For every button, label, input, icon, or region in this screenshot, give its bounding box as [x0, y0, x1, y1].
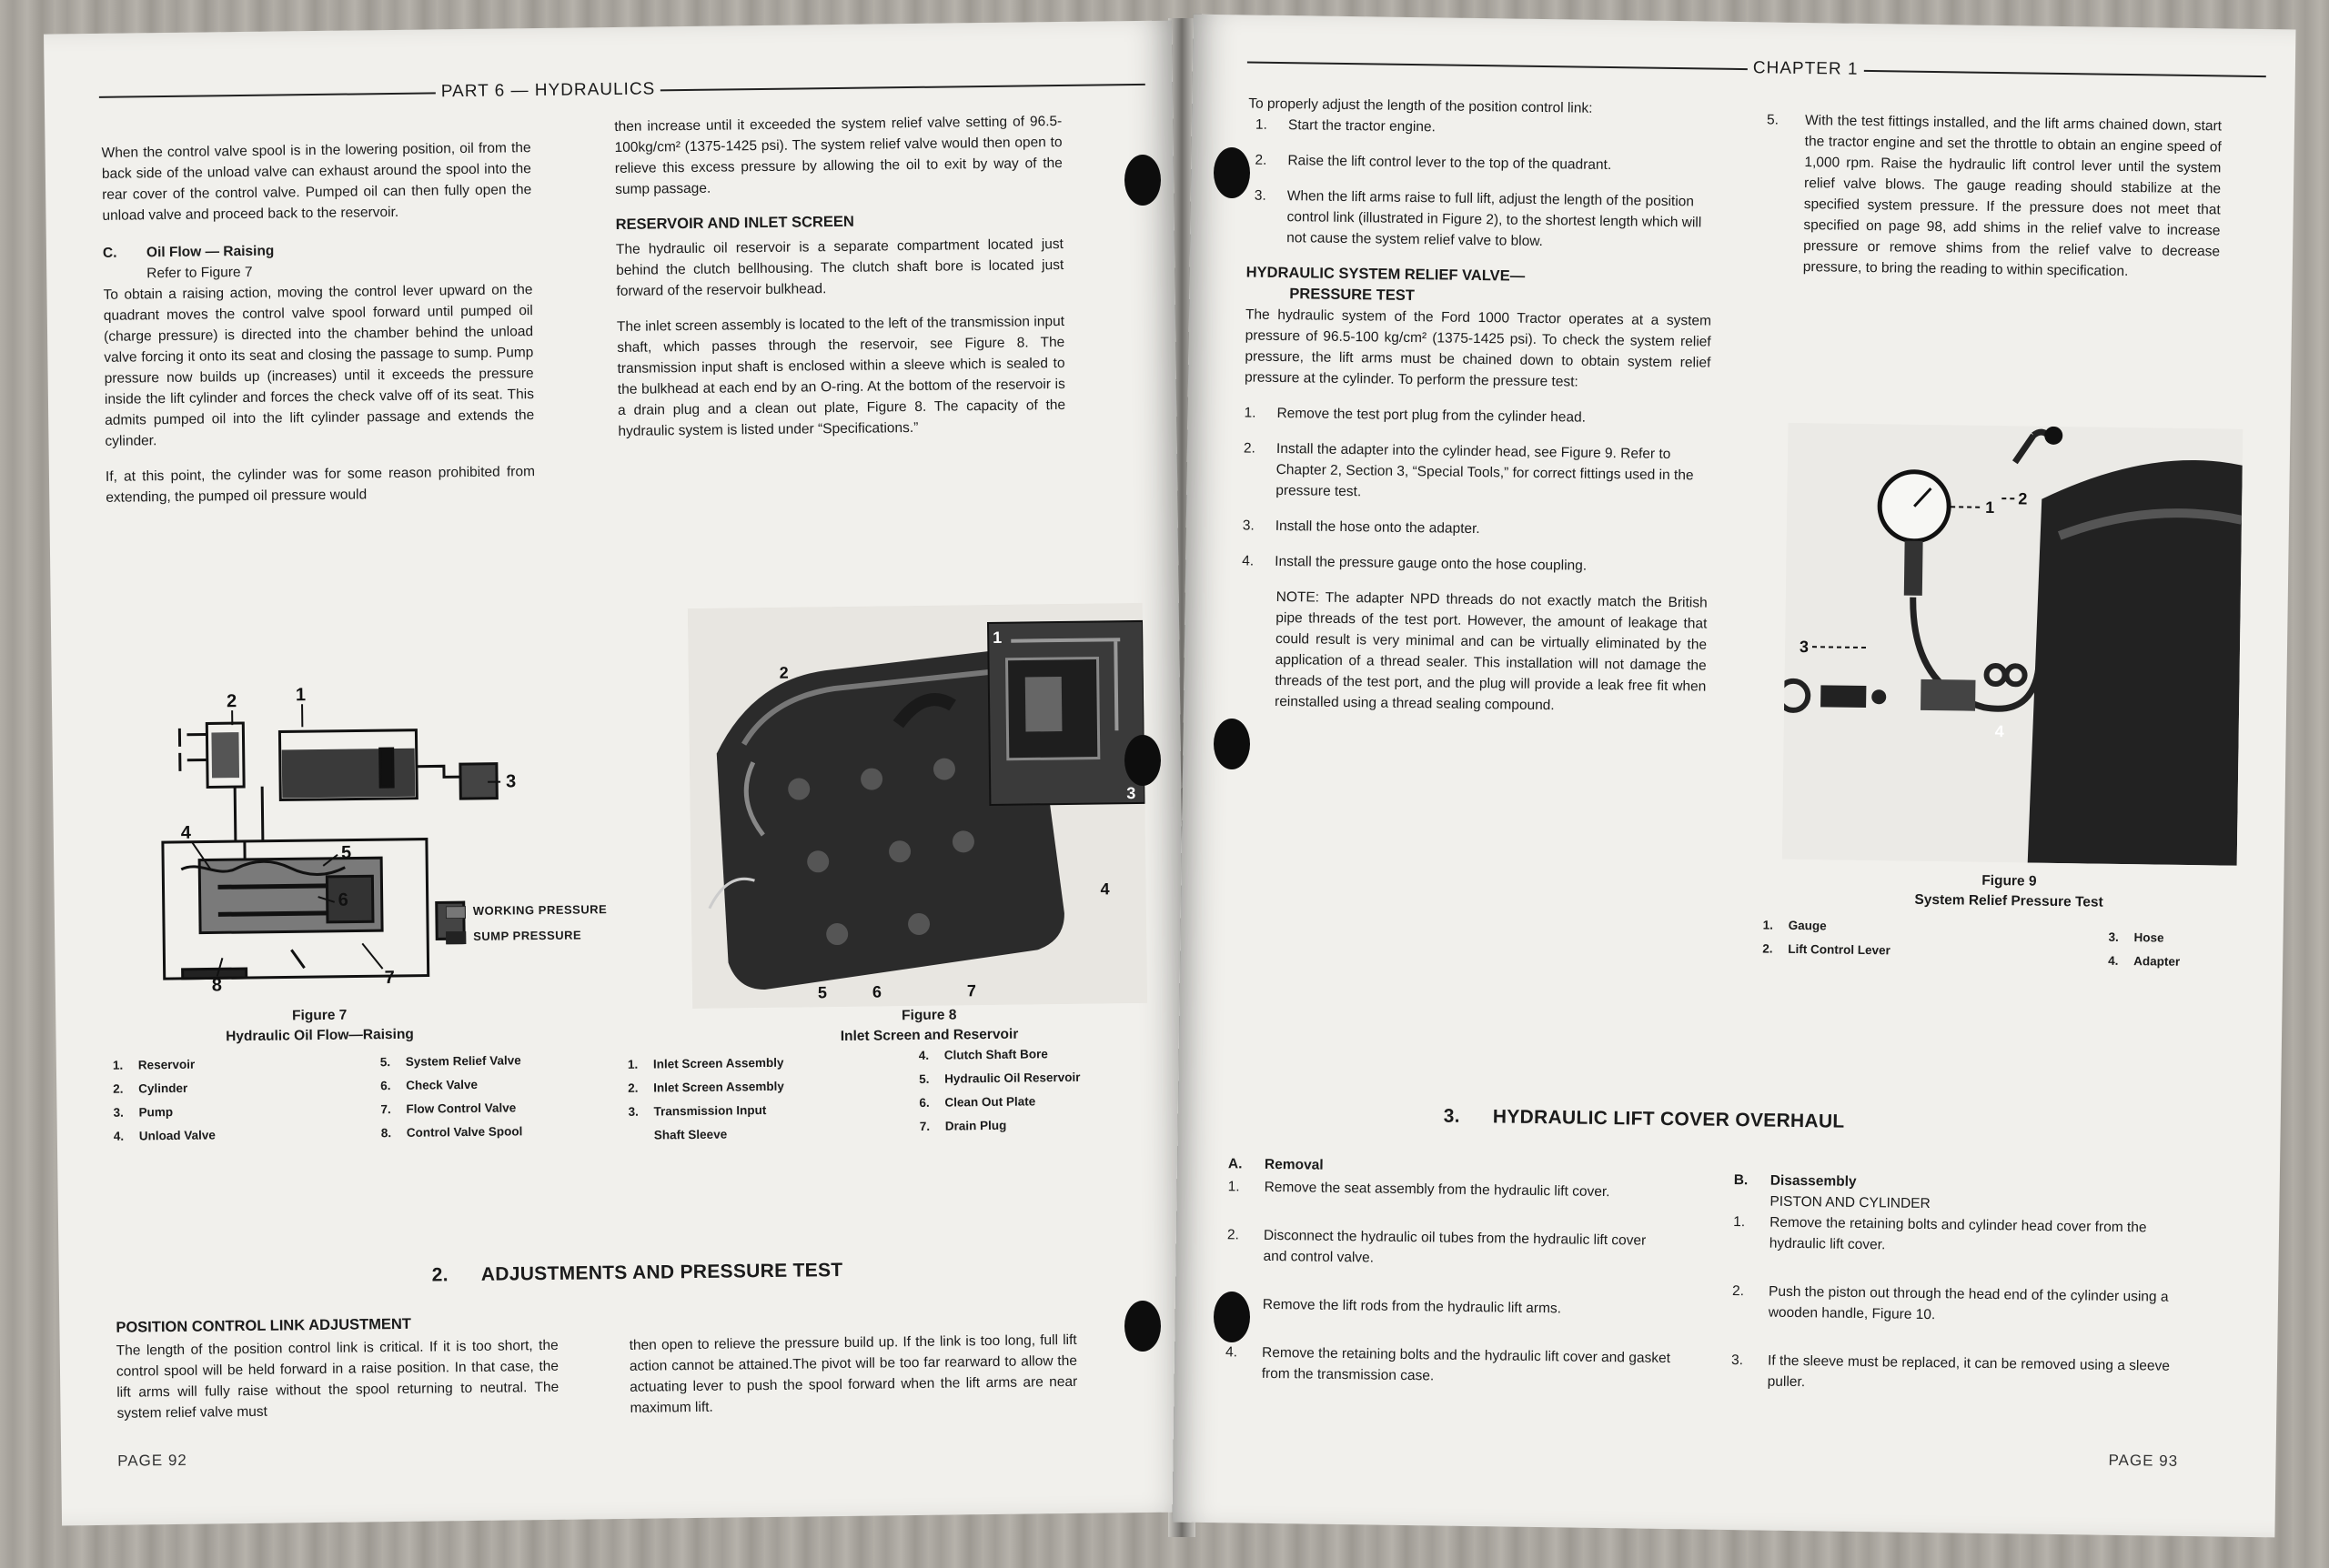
- paragraph: The hydraulic system of the Ford 1000 Tractor operates at a system pressure of 96.5-100 kg/cm² (1375-1425 psi). To check the system relief pressure, the lift arms must be chained down to obtain system relief pressure at the cylinder. To perform the pressure test:: [1244, 307, 1712, 390]
- fig9-callout-3: 3: [1799, 637, 1810, 657]
- left-column-1: [101, 137, 535, 523]
- fig7-callout-5: 5: [340, 842, 352, 863]
- intro-line: To properly adjust the length of the position control link:: [1248, 95, 1593, 116]
- fig9-callout-2: 2: [2018, 489, 2028, 508]
- figure-8-legend-a: 1. Inlet Screen Assembly 2. Inlet Screen Assembly 3. Transmission Input Shaft Sleeve: [627, 1055, 784, 1142]
- fig7-callout-7: 7: [384, 968, 395, 989]
- caption-title: Figure 7: [291, 1007, 348, 1024]
- left-page: [44, 20, 1190, 1525]
- paragraph: When the control valve spool is in the lowering position, oil from the back side of the unload valve can exhaust around the spool into the rear cover of the control valve. Pumped oil can then fully open the unload valve and proceed back to the reservoir.: [101, 140, 532, 224]
- caption-subtitle: Hydraulic Oil Flow—Raising: [226, 1026, 414, 1045]
- fig9-callout-1: 1: [1985, 498, 1995, 517]
- step-text: With the test fittings installed, and the lift arms chained down, start the tractor engine and set the throttle to obtain an engine speed of 1,000 rpm. Raise the hydraulic lift control lever until the system relief valve blows. The gauge reading should stabilize at the specified system pressure. If the pressure does not meet that specified on page 98, add shims in the relief valve to increase pressure or remove shims from the relief valve to decrease pressure, to bring the reading to within specification.: [1802, 113, 2223, 279]
- figure-7-key: [446, 897, 608, 950]
- figure-8-photo: [688, 603, 1147, 1009]
- key-swatch-working: [446, 906, 466, 919]
- punch-hole: [1124, 1301, 1161, 1352]
- fig8-callout-5: 5: [817, 983, 828, 1002]
- removal-steps: [1225, 1176, 1674, 1390]
- step-item: 1. Start the tractor engine.: [1255, 116, 1437, 136]
- step-item: 2. Raise the lift control lever to the top of the quadrant.: [1255, 152, 1612, 174]
- running-head-text: CHAPTER 1: [1748, 58, 1864, 80]
- step-item: 3. Install the hose onto the adapter.: [1242, 518, 1480, 538]
- paragraph: The inlet screen assembly is located to the left of the transmission input shaft, which passes through the reservoir, see Figure 8. The transmission input shaft is enclosed within a sleeve which is sealed to the bulkhead at each end by an O-ring. At the bottom of the reservoir is a drain plug and a clean out plate, Figure 8. The capacity of the hydraulic system is listed under “Specifications.”: [616, 313, 1066, 439]
- sub-heading: POSITION CONTROL LINK ADJUSTMENT: [116, 1315, 412, 1336]
- paragraph: then increase until it exceeded the system relief valve setting of 96.5-100kg/cm² (1375-1425 psi). The system relief valve would then open to relieve this excess pressure by allowing the oil to exit by way of the sump passage.: [614, 113, 1063, 197]
- caption-title: Figure 8: [902, 1007, 957, 1024]
- step-item: 4. Remove the retaining bolts and the hydraulic lift cover and gasket from the transmission case.: [1225, 1344, 1671, 1384]
- section-2-title: 2. ADJUSTMENTS AND PRESSURE TEST: [431, 1260, 843, 1286]
- figure-9-photo: [1782, 423, 2243, 866]
- page-number-right: PAGE 93: [2108, 1451, 2179, 1470]
- fig7-callout-3: 3: [505, 771, 517, 792]
- section-heading: RESERVOIR AND INLET SCREEN: [615, 213, 854, 233]
- step-item: 2. Disconnect the hydraulic oil tubes from the hydraulic lift cover and control valve.: [1226, 1227, 1647, 1266]
- figure-7-caption: [165, 1004, 475, 1048]
- fig7-callout-4: 4: [180, 822, 192, 843]
- sub-reference: Refer to Figure 7: [146, 264, 253, 282]
- right-page: [1172, 15, 2295, 1538]
- paragraph: The length of the position control link is critical. If it is too short, the control spool will be held forward in a raise position. In that case, the lift arms will fully raise without the spool returning to neutral. The system relief valve must: [116, 1337, 560, 1422]
- step-item: 2. Install the adapter into the cylinder head, see Figure 9. Refer to Chapter 2, Section 3, “Special Tools,” for correct fittings used in the pressure test.: [1243, 440, 1694, 500]
- step-item: Remove the lift rods from the hydraulic lift arms.: [1262, 1296, 1562, 1317]
- punch-hole: [1214, 1292, 1250, 1342]
- caption-title: Figure 9: [1981, 872, 2037, 890]
- sub-heading: Oil Flow — Raising: [146, 243, 275, 261]
- key-working-label: WORKING PRESSURE: [472, 902, 608, 918]
- running-head-text: PART 6 — HYDRAULICS: [436, 79, 661, 102]
- fig7-callout-6: 6: [338, 890, 348, 910]
- step-item: 3. When the lift arms raise to full lift, adjust the length of the position control link (illustrated in Figure 2), to the shortest length which will not cause the system relief valve to blow.: [1254, 187, 1702, 250]
- paragraph: then open to relieve the pressure build up. If the link is too long, full lift action cannot be attained.The pivot will be too far rearward to allow the actuating lever to push the spool forward when the lift arms are near maximum lift.: [629, 1332, 1078, 1416]
- fig8-callout-1: 1: [993, 628, 1003, 647]
- disassembly-subheading: PISTON AND CYLINDER: [1769, 1193, 1931, 1212]
- punch-hole: [1214, 719, 1250, 769]
- fig8-callout-3: 3: [1126, 784, 1136, 803]
- left-column-2: [614, 111, 1066, 457]
- sub-letter: C.: [102, 245, 117, 261]
- fig9-callout-4: 4: [1994, 721, 2004, 741]
- step-item: 1. Remove the seat assembly from the hydraulic lift cover.: [1227, 1179, 1610, 1201]
- fig8-callout-7: 7: [966, 981, 977, 1000]
- caption-subtitle: Inlet Screen and Reservoir: [840, 1026, 1019, 1045]
- figure-7-legend-b: 5. System Relief Valve 6. Check Valve 7. Flow Control Valve 8. Control Valve Spool: [379, 1053, 523, 1141]
- fig7-callout-8: 8: [211, 975, 223, 996]
- running-head-right: [1247, 51, 2266, 84]
- fig8-callout-2: 2: [779, 663, 789, 682]
- right-column-2: [1765, 109, 2223, 283]
- fig7-callout-1: 1: [295, 685, 307, 706]
- paragraph: The hydraulic oil reservoir is a separate compartment located just behind the clutch bellhousing. The clutch shaft bore is located just forward of the reservoir bulkhead.: [615, 236, 1064, 299]
- key-sump-label: SUMP PRESSURE: [473, 928, 582, 943]
- step-item: 2. Push the piston out through the head end of the cylinder using a wooden handle, Figure 10.: [1731, 1283, 2169, 1323]
- disassembly-heading: B. Disassembly: [1733, 1172, 1857, 1190]
- pressure-test-steps: [1242, 402, 1710, 578]
- step-number: 5.: [1766, 112, 1780, 128]
- page-number-left: PAGE 92: [117, 1451, 187, 1470]
- running-head-left: [99, 74, 1145, 105]
- figure-7-legend-a: 1. Reservoir 2. Cylinder 3. Pump 4. Unload Valve: [112, 1057, 216, 1143]
- paragraph: If, at this point, the cylinder was for some reason prohibited from extending, the pumped oil pressure would: [105, 464, 536, 506]
- figure-8-legend-b: 4. Clutch Shaft Bore 5. Hydraulic Oil Reservoir 6. Clean Out Plate 7. Drain Plug: [918, 1047, 1081, 1133]
- adjust-steps: [1254, 115, 1714, 255]
- paragraph: To obtain a raising action, moving the control lever upward on the quadrant moves the control valve spool forward until pumped oil (charge pressure) is directed into the chamber behind the unload valve forcing it onto its seat and closing the passage to sump. Pump pressure now builds up (increases) until it exceeds the pressure inside the lift cylinder and forces the check valve off of its seat. This admits pumped oil into the lift cylinder passage and extends the cylinder.: [103, 282, 535, 449]
- figure-9-legend-b: 3. Hose 4. Adapter: [2108, 930, 2181, 969]
- removal-heading: A. Removal: [1227, 1156, 1324, 1173]
- disassembly-column: [1730, 1170, 2189, 1412]
- key-swatch-sump: [446, 931, 466, 944]
- section-2-left-column: [116, 1312, 560, 1439]
- punch-hole: [1124, 155, 1161, 206]
- note-block: NOTE: The adapter NPD threads do not exactly match the British pipe threads of the test port. However, the amount of leakage that could result is very minimal and can be virtually eliminated by the application of a thread sealer. This installation will not damage the threads of the test port, and the plug will provide a leak free fit when reinstalled using a thread sealing compound.: [1274, 588, 1708, 714]
- right-column-1: [1240, 93, 1714, 718]
- disassembly-steps: [1731, 1211, 2189, 1398]
- section-3-title: 3. HYDRAULIC LIFT COVER OVERHAUL: [1443, 1105, 1845, 1132]
- figure-9-caption: [1818, 869, 2201, 914]
- fig8-callout-4: 4: [1100, 879, 1110, 899]
- figure-8-caption: [747, 1003, 1112, 1048]
- removal-column: [1225, 1153, 1674, 1404]
- step-item: 1. Remove the test port plug from the cylinder head.: [1244, 405, 1587, 426]
- step-item: 4. Install the pressure gauge onto the hose coupling.: [1242, 553, 1588, 574]
- caption-subtitle: System Relief Pressure Test: [1914, 891, 2103, 910]
- punch-hole: [1214, 147, 1250, 198]
- fig7-callout-2: 2: [226, 691, 237, 712]
- section-2-right-column: [630, 1330, 1078, 1433]
- figure-9-legend-a: 1. Gauge 2. Lift Control Lever: [1762, 918, 1890, 958]
- step-item: 1. Remove the retaining bolts and cylinder head cover from the hydraulic lift cover.: [1733, 1214, 2147, 1253]
- punch-hole: [1124, 735, 1161, 786]
- section-heading: HYDRAULIC SYSTEM RELIEF VALVE— PRESSURE TEST: [1245, 264, 1526, 305]
- step-item: 3. If the sleeve must be replaced, it can be removed using a sleeve puller.: [1730, 1352, 2171, 1391]
- fig8-callout-6: 6: [872, 982, 882, 1001]
